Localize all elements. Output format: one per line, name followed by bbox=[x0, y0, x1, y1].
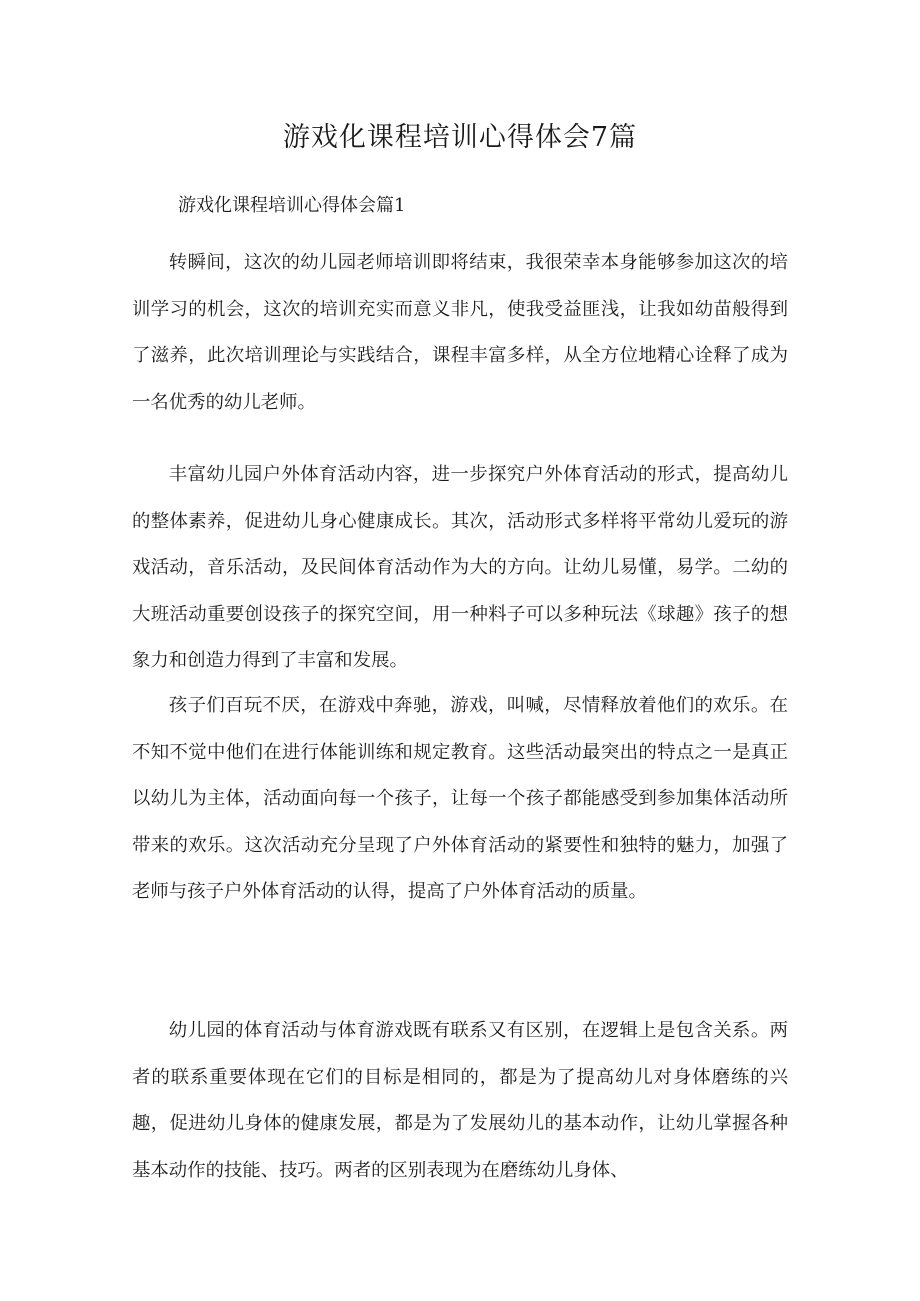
paragraph-1: 转瞬间，这次的幼儿园老师培训即将结束，我很荣幸本身能够参加这次的培训学习的机会，这次的培训充实而意义非凡，使我受益匪浅，让我如幼苗般得到了滋养，此次培训理论与实践结合，课程丰富多样，从全方位地精心诠释了成为一名优秀的幼儿老师。 bbox=[132, 252, 788, 413]
section-heading: 游戏化课程培训心得体会篇1 bbox=[178, 195, 406, 216]
paragraph-2: 丰富幼儿园户外体育活动内容，进一步探究户外体育活动的形式，提高幼儿的整体素养，促进幼儿身心健康成长。其次，活动形式多样将平常幼儿爱玩的游戏活动，音乐活动，及民间体育活动作为大的方向。让幼儿易懂，易学。二幼的大班活动重要创设孩子的探究空间，用一种料子可以多种玩法《球趣》孩子的想象力和创造力得到了丰富和发展。 bbox=[132, 464, 788, 671]
paragraph-3: 孩子们百玩不厌，在游戏中奔驰，游戏，叫喊，尽情释放着他们的欢乐。在不知不觉中他们在进行体能训练和规定教育。这些活动最突出的特点之一是真正以幼儿为主体，活动面向每一个孩子，让每一个孩子都能感受到参加集体活动所带来的欢乐。这次活动充分呈现了户外体育活动的紧要性和独特的魅力，加强了老师与孩子户外体育活动的认得，提高了户外体育活动的质量。 bbox=[132, 695, 788, 902]
document-title: 游戏化课程培训心得体会7篇 bbox=[282, 122, 638, 153]
paragraph-4: 幼儿园的体育活动与体育游戏既有联系又有区别，在逻辑上是包含关系。两者的联系重要体现在它们的目标是相同的，都是为了提高幼儿对身体磨练的兴趣，促进幼儿身体的健康发展，都是为了发展幼儿的基本动作，让幼儿掌握各种基本动作的技能、技巧。两者的区别表现为在磨练幼儿身体、 bbox=[132, 1020, 788, 1181]
